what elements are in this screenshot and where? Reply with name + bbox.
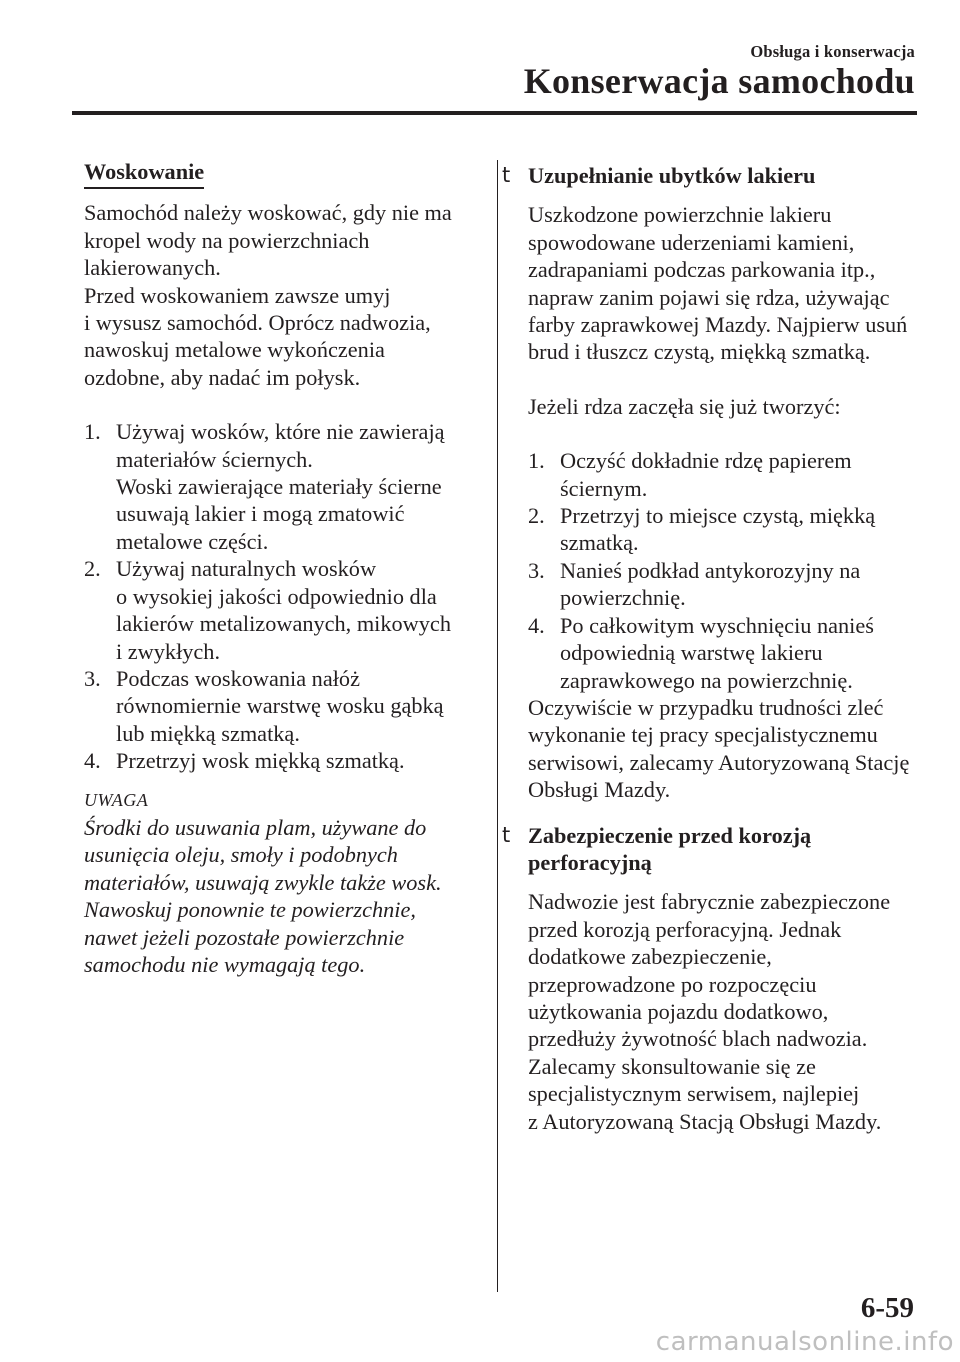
column-divider xyxy=(497,160,498,1292)
touchup-outro: Oczywiście w przypadku trudności zleć wykonanie tej pracy specjalistycznemu serwisowi, zalecamy Autoryzowaną Stację Obsługi Mazdy. xyxy=(528,694,910,803)
waxing-steps xyxy=(84,418,479,774)
watermark: carmanualsonline.info xyxy=(655,1327,954,1357)
note-label: UWAGA xyxy=(84,789,149,810)
list-item: 1. Oczyść dokładnie rdzę papierem ściernym. xyxy=(528,448,852,501)
note-body: Środki do usuwania plam, używane do usunięcia oleju, smoły i podobnych materiałów, usuwają zwykle także wosk. Nawoskuj ponownie te powierzchnie, nawet jeżeli pozostałe powierzchnie samochodu nie wymagają tego. xyxy=(84,814,442,977)
list-item: 1. Używaj wosków, które nie zawierają materiałów ściernych. Woski zawierające materiały ścierne usuwają lakier i mogą zmatowić metalowe części. xyxy=(84,419,445,554)
header-section-label: Obsługa i konserwacja xyxy=(750,42,915,61)
list-item: 3. Podczas woskowania nałóż równomiernie warstwę wosku gąbką lub miękką szmatką. xyxy=(84,665,444,746)
corrosion-body: Nadwozie jest fabrycznie zabezpieczone przed korozją perforacyjną. Jednak dodatkowe zabezpieczenie, przeprowadzone po rozpoczęciu użytkowania pojazdu dodatkowo, przedłuży żywotność blach nadwozia. Zalecamy skonsultowanie się ze specjalistycznym serwisem, najlepiej z Autoryzowaną Stacją Obsługi Mazdy. xyxy=(528,889,891,1134)
section-marker-icon: t xyxy=(502,163,511,187)
touchup-body: Uszkodzone powierzchnie lakieru spowodowane uderzeniami kamieni, zadrapaniami podczas parkowania itp., napraw zanim pojawi się rdza, używając farby zaprawkowej Mazdy. Najpierw usuń brud i tłuszcz czystą, miękką szmatką. xyxy=(528,202,908,365)
page-number: 6-59 xyxy=(860,1292,914,1324)
section-marker-icon: t xyxy=(502,822,511,847)
list-item: 2. Przetrzyj to miejsce czystą, miękką szmatką. xyxy=(528,503,876,556)
right-column xyxy=(502,158,923,1135)
list-item: 4. Po całkowitym wyschnięciu nanieś odpowiednią warstwę lakieru zaprawkowego na powierzchnię. xyxy=(528,612,874,693)
header-rule xyxy=(72,111,917,115)
rust-steps xyxy=(528,447,923,694)
list-item: 4. Przetrzyj wosk miękką szmatką. xyxy=(84,748,405,774)
list-item: 3. Nanieś podkład antykorozyjny na powierzchnię. xyxy=(528,557,861,611)
left-column xyxy=(84,158,479,978)
page-title: Konserwacja samochodu xyxy=(523,61,915,101)
rust-intro: Jeżeli rdza zaczęła się już tworzyć: xyxy=(528,393,841,419)
waxing-intro: Samochód należy woskować, gdy nie ma kropel wody na powierzchniach lakierowanych. Przed woskowaniem zawsze umyj i wysusz samochód. Oprócz nadwozia, nawoskuj metalowe wykończenia ozdobne, aby nadać im połysk. xyxy=(84,200,452,390)
list-item: 2. Używaj naturalnych wosków o wysokiej jakości odpowiednio dla lakierów metalizowanych, mikowych i zwykłych. xyxy=(84,556,451,664)
waxing-heading: Woskowanie xyxy=(84,158,204,189)
touchup-heading: t Uzupełnianie ubytków lakieru xyxy=(502,163,816,188)
corrosion-heading: t Zabezpieczenie przed korozją perforacyjną xyxy=(502,822,812,875)
